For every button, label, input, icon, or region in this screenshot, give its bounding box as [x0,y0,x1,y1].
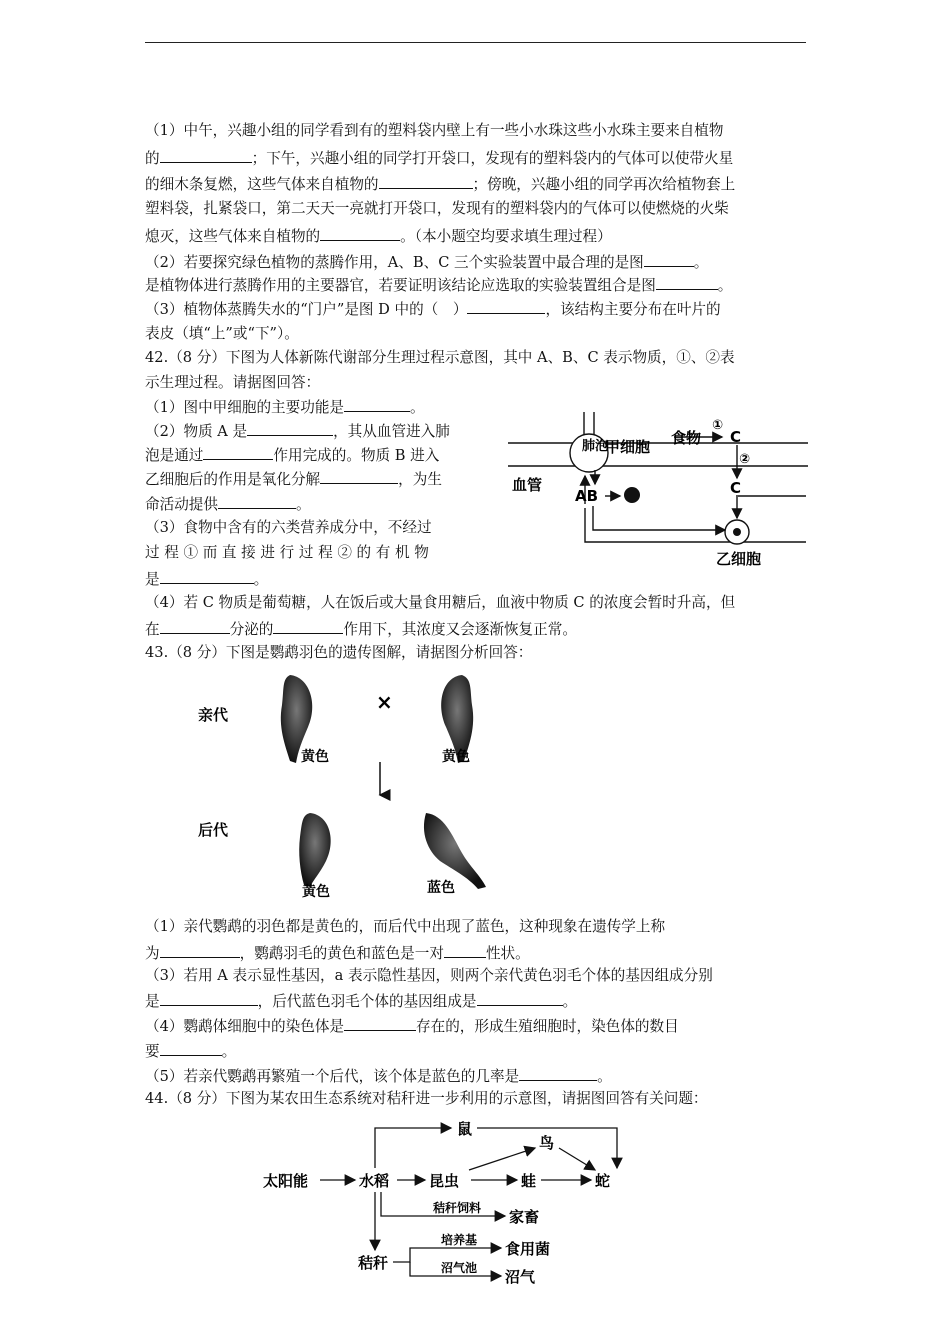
node-biogas: 沼气 [505,1268,536,1286]
answer-blank[interactable] [203,444,273,460]
q41-p2-line2: 是植物体进行蒸腾作用的主要器官，若要证明该结论应选取的实验装置组合是图 。 [145,274,732,296]
cell-yi-label: 乙细胞 [716,550,762,568]
q43-p3-line1: （3）若用 A 表示显性基因，a 表示隐性基因，则两个亲代黄色羽毛个体的基因组成分别 [145,967,713,984]
q41-p1-line3: 的细木条复燃，这些气体来自植物的 ；傍晚，兴趣小组的同学再次给植物套上 [145,173,735,195]
parent-right-color: 黄色 [442,749,470,765]
offspring-parrot-right [424,813,486,889]
answer-blank[interactable] [160,1040,222,1056]
q43-p4-line1: （4）鹦鹉体细胞中的染色体是 存在的，形成生殖细胞时，染色体的数目 [145,1015,679,1037]
answer-blank[interactable] [320,468,398,484]
parent-generation-label: 亲代 [198,706,229,724]
node-bird: 鸟 [539,1134,555,1152]
answer-blank[interactable] [160,147,252,163]
answer-blank[interactable] [344,396,410,412]
answer-blank[interactable] [379,173,473,189]
alveolus-label-1: 肺泡 [582,439,609,454]
cell-jia-label: 甲细胞 [605,438,651,456]
metabolism-diagram [508,412,808,572]
node-frog: 蛙 [521,1172,537,1190]
q42-p2-line1: （2）物质 A 是 ，其从血管进入肺 [145,420,450,442]
ab-label: AB [575,487,599,505]
answer-blank[interactable] [160,618,230,634]
answer-blank[interactable] [444,942,486,958]
node-fungi: 食用菌 [505,1240,551,1258]
c-top-label: C [730,428,742,446]
cell-yi-nucleus [733,528,741,536]
arrow-b-to-yi [593,506,725,530]
q43-p1-line1: （1）亲代鹦鹉的羽色都是黄色的，而后代中出现了蓝色，这种现象在遗传学上称 [145,918,666,935]
q41-p2-line1: （2）若要探究绿色植物的蒸腾作用，A、B、C 三个实验装置中最合理的是图 。 [145,251,708,273]
q43-p3-line2: 是 ，后代蓝色羽毛个体的基因组成是 。 [145,990,577,1012]
cross-symbol: × [376,690,393,714]
q42-intro-line1: 42.（8 分）下图为人体新陈代谢部分生理过程示意图，其中 A、B、C 表示物质，①、②表 [145,349,735,366]
q41-p1-line4: 塑料袋，扎紧袋口，第二天天一亮就打开袋口，发现有的塑料袋内的气体可以使燃烧的火柴 [145,200,729,217]
q42-p3-line3: 是 。 [145,568,268,590]
food-web-diagram [255,1110,635,1290]
header-rule [145,42,806,43]
node-rice: 水稻 [359,1172,390,1190]
answer-blank[interactable] [160,568,254,584]
parrot-inheritance-diagram [190,665,520,900]
q43-intro: 43.（8 分）下图是鹦鹉羽色的遗传图解，请据图分析回答： [145,644,533,661]
node-livestock: 家畜 [509,1208,540,1226]
step1-label: ① [712,418,724,433]
answer-blank[interactable] [344,1015,416,1031]
answer-blank[interactable] [247,420,333,436]
answer-blank[interactable] [160,990,258,1006]
answer-blank[interactable] [467,298,545,314]
answer-blank[interactable] [656,274,718,290]
c-mid-label: C [730,479,742,497]
food-label: 食物 [671,429,702,447]
q42-p3-line1: （3）食物中含有的六类营养成分中，不经过 [145,519,432,536]
q42-p2-line2: 泡是通过 作用完成的。物质 B 进入 [145,444,439,466]
q41-p1-line5: 熄灭，这些气体来自植物的 。（本小题空均要求填生理过程） [145,225,612,247]
offspring-left-color: 黄色 [302,884,330,900]
node-rat: 鼠 [457,1120,473,1138]
q42-intro-line2: 示生理过程。请据图回答： [145,374,321,391]
node-snake: 蛇 [595,1172,611,1190]
q42-p4-line2: 在 分泌的 作用下，其浓度又会逐渐恢复正常。 [145,618,577,640]
q42-p4-line1: （4）若 C 物质是葡萄糖，人在饭后或大量食用糖后，血液中物质 C 的浓度会暂时升高，但 [145,594,736,611]
node-straw: 秸秆 [358,1254,389,1272]
parent-left-color: 黄色 [301,749,329,765]
vessel-label: 血管 [512,476,543,494]
cell-jia-dot [624,487,640,503]
return-vessel [585,508,806,542]
answer-blank[interactable] [477,990,563,1006]
q43-p1-line2: 为 ，鹦鹉羽毛的黄色和蓝色是一对 性状。 [145,942,530,964]
arrow-bird-snake [559,1148,595,1170]
q41-p1-line1: （1）中午，兴趣小组的同学看到有的塑料袋内壁上有一些小水珠这些小水珠主要来自植物 [145,122,724,139]
label-straw-feed: 秸秆饲料 [433,1201,482,1215]
q43-p4-line2: 要 。 [145,1040,236,1062]
offspring-right-color: 蓝色 [427,880,455,896]
q41-p1-line2: 的 ；下午，兴趣小组的同学打开袋口，发现有的塑料袋内的气体可以使带火星 [145,147,733,169]
label-medium: 培养基 [441,1233,478,1247]
arrow-rice-rat [375,1128,451,1168]
q41-p3-line2: 表皮（填“上”或“下”）。 [145,325,299,342]
node-insect: 昆虫 [429,1172,460,1190]
step2-label: ② [739,452,751,467]
q42-p2-line3: 乙细胞后的作用是氧化分解 ，为生 [145,468,442,490]
q42-p2-line4: 命活动提供 。 [145,493,311,515]
answer-blank[interactable] [273,618,343,634]
answer-blank[interactable] [320,225,400,241]
q42-p3-line2: 过 程 ① 而 直 接 进 行 过 程 ② 的 有 机 物 [145,544,429,561]
arrow-insect-bird [469,1148,535,1170]
answer-blank[interactable] [644,251,694,267]
q42-p1: （1）图中甲细胞的主要功能是 。 [145,396,425,418]
offspring-parrot-left [299,813,331,887]
arrow-straw-fungi [393,1248,501,1262]
answer-blank[interactable] [160,942,240,958]
offspring-generation-label: 后代 [198,821,229,839]
q44-intro: 44.（8 分）下图为某农田生态系统对秸秆进一步利用的示意图，请据图回答有关问题： [145,1090,708,1107]
node-sun: 太阳能 [263,1172,309,1190]
q41-p3-line1: （3）植物体蒸腾失水的“门户”是图 D 中的（ ） ，该结构主要分布在叶片的 [145,298,721,320]
answer-blank[interactable] [218,493,296,509]
label-biogas-pool: 沼气池 [441,1261,478,1275]
answer-blank[interactable] [519,1065,597,1081]
q43-p5: （5）若亲代鹦鹉再繁殖一个后代，该个体是蓝色的几率是 。 [145,1065,612,1087]
